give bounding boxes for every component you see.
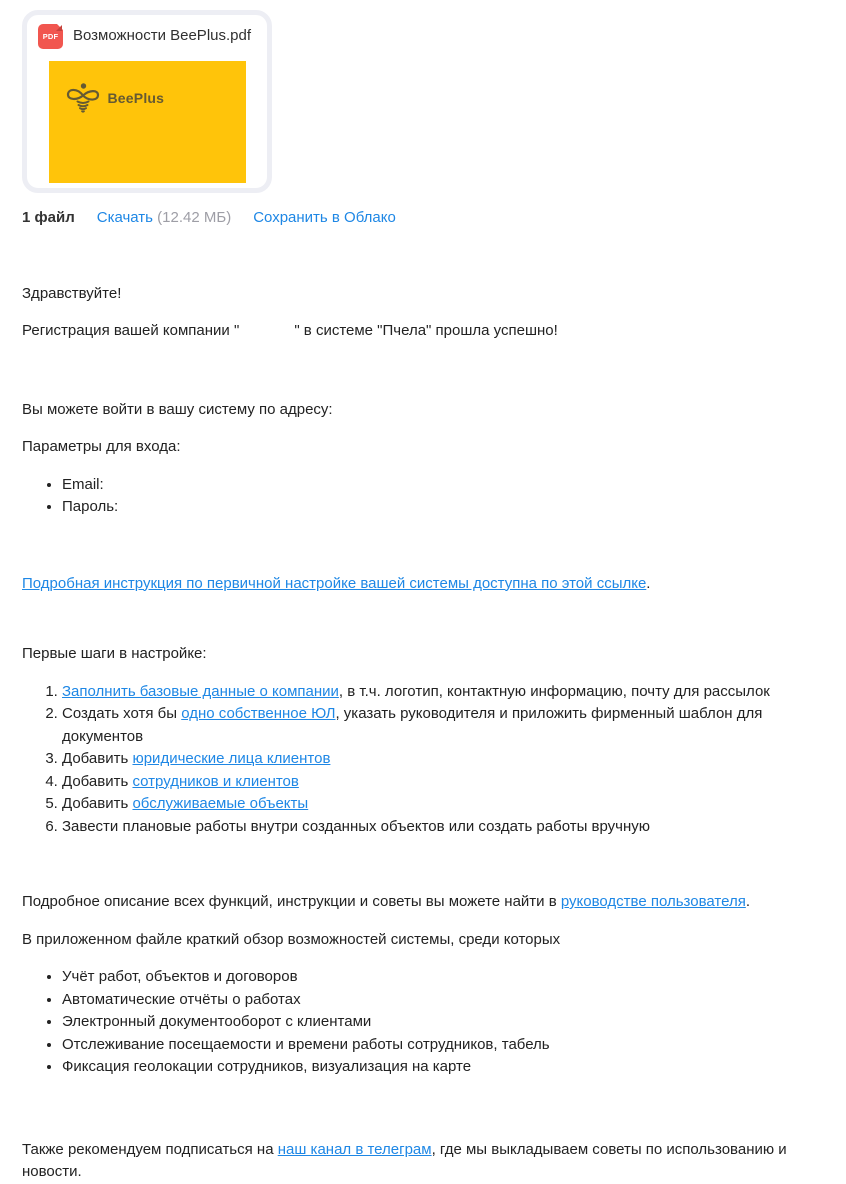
text-segment: Подробное описание всех функций, инструкции и советы вы можете найти в: [22, 893, 561, 910]
user-guide-line: [22, 891, 822, 914]
attachment-actions-row: [22, 207, 824, 230]
text-segment: .: [646, 574, 651, 592]
setup-instruction-line-link[interactable]: Подробная инструкция по первичной настройке вашей системы доступна по этой ссылке: [22, 574, 647, 592]
first-steps-list-link[interactable]: одно собственное ЮЛ: [181, 705, 336, 722]
features-list: [22, 966, 822, 1079]
download-group: [97, 207, 231, 230]
text-segment: Добавить: [62, 750, 133, 767]
attachment-filename[interactable]: Возможности BeePlus.pdf: [73, 27, 252, 45]
first-steps-list-link[interactable]: Заполнить базовые данные о компании: [62, 682, 339, 700]
credentials-list-item: [62, 496, 822, 519]
text-segment: Фиксация геолокации сотрудников, визуализация на карте: [62, 1058, 472, 1075]
registration-line: [22, 320, 822, 343]
bee-icon: [65, 83, 101, 114]
first-steps-list-item: [62, 793, 822, 816]
text-segment: " в системе "Пчела" прошла успешно!: [294, 322, 558, 339]
features-list-item: [62, 1034, 822, 1057]
text-segment: Завести плановые работы внутри созданных объектов или создать работы вручную: [62, 817, 651, 835]
text-segment: Автоматические отчёты о работах: [62, 990, 301, 1008]
login-params-line: [22, 436, 822, 459]
user-guide-line-link[interactable]: руководстве пользователя: [560, 893, 746, 910]
attached-overview-line: [22, 929, 822, 952]
text-segment: Первые шаги в настройке:: [22, 645, 207, 662]
text-segment: Добавить: [62, 795, 133, 812]
text-segment: Электронный документооборот с клиентами: [62, 1013, 372, 1030]
text-segment: .: [745, 893, 751, 910]
text-segment: Пароль:: [62, 498, 119, 515]
first-steps-list-item: [62, 681, 822, 704]
setup-instruction-line: [22, 573, 822, 596]
text-segment: Создать хотя бы: [62, 705, 182, 722]
text-segment: Параметры для входа:: [22, 438, 181, 455]
credentials-list: [22, 474, 822, 519]
login-address-line: [22, 399, 822, 422]
telegram-line-link[interactable]: наш канал в телеграм: [277, 1140, 432, 1158]
text-segment: Учёт работ, объектов и договоров: [62, 968, 298, 985]
text-segment: Вы можете войти в вашу систему по адресу:: [22, 400, 333, 418]
first-steps-list-item: [62, 771, 822, 794]
credentials-list-item: [62, 474, 822, 497]
text-segment: Добавить: [62, 772, 133, 790]
text-segment: Регистрация вашей компании ": [22, 322, 240, 339]
features-list-item: [62, 1056, 822, 1079]
first-steps-list-link[interactable]: юридические лица клиентов: [132, 750, 331, 767]
first-steps-heading: [22, 643, 822, 666]
text-segment: , в т.ч. логотип, контактную информацию, почту для рассылок: [338, 682, 770, 700]
text-segment: Email:: [62, 475, 104, 493]
attachment-card[interactable]: [22, 10, 272, 193]
text-segment: , указать руководителя и приложить фирменный шаблон для документов: [62, 705, 763, 745]
first-steps-list-item: [62, 816, 822, 839]
beeplus-logo: [65, 83, 165, 114]
attachment-thumbnail[interactable]: [49, 61, 246, 183]
first-steps-list-link[interactable]: сотрудников и клиентов: [132, 772, 299, 790]
email-body: [22, 283, 822, 1184]
files-count-label: 1 файл: [22, 209, 75, 226]
features-list-item: [62, 989, 822, 1012]
text-segment: В приложенном файле краткий обзор возможностей системы, среди которых: [22, 930, 561, 948]
first-steps-list-item: [62, 703, 822, 748]
features-list-item: [62, 1011, 822, 1034]
text-segment: Здравствуйте!: [22, 284, 122, 302]
first-steps-list-item: [62, 748, 822, 771]
first-steps-list: [22, 681, 822, 839]
file-size-label: (12.42 МБ): [157, 209, 232, 226]
redacted-company-name: [239, 334, 294, 335]
text-segment: , где мы выкладываем советы по использованию и новости.: [22, 1140, 791, 1180]
first-steps-list-link[interactable]: обслуживаемые объекты: [132, 795, 309, 812]
attachment-header: [27, 15, 267, 58]
pdf-file-icon: PDF: [38, 24, 63, 49]
text-segment: Также рекомендуем подписаться на: [22, 1140, 278, 1158]
telegram-line: [22, 1139, 822, 1184]
beeplus-brand-text: BeePlus: [107, 90, 165, 106]
greeting-line: [22, 283, 822, 306]
features-list-item: [62, 966, 822, 989]
download-link[interactable]: Скачать: [96, 209, 153, 226]
text-segment: Отслеживание посещаемости и времени работы сотрудников, табель: [62, 1035, 550, 1053]
save-to-cloud-link[interactable]: Сохранить в Облако: [253, 209, 396, 226]
